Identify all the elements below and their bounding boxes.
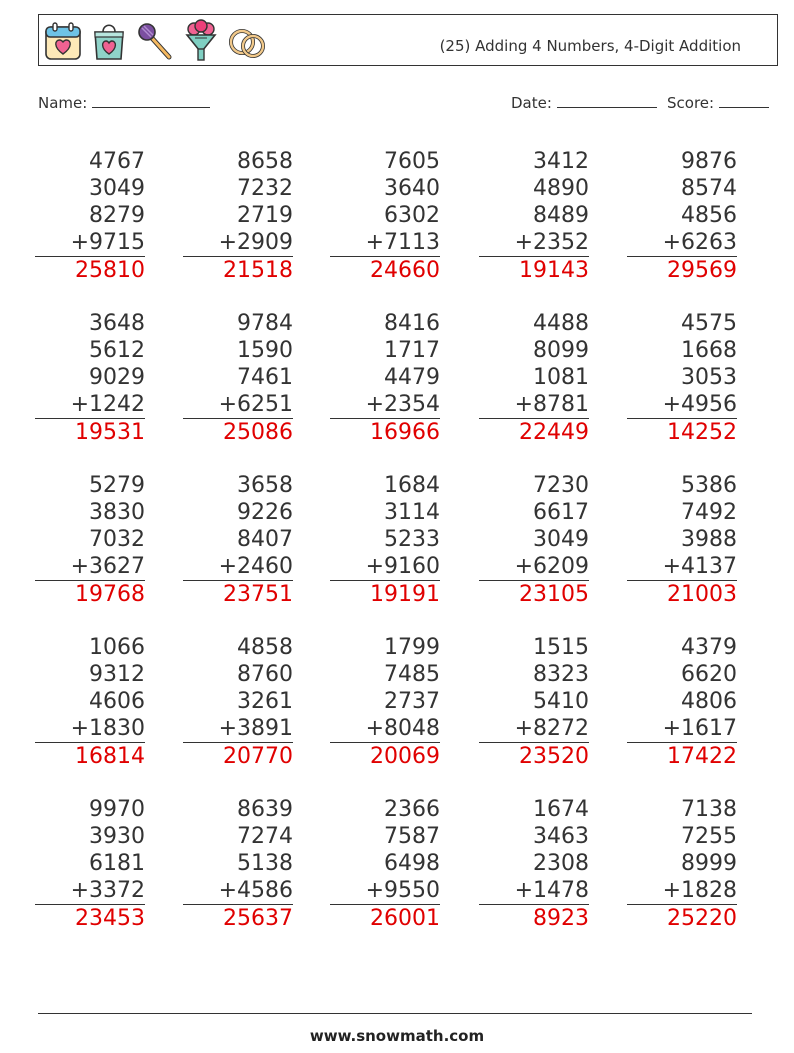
score-label: Score: [667,94,715,112]
last-addend: +1478 [479,877,589,905]
last-addend: +8781 [479,391,589,419]
addend: 1066 [89,635,145,660]
score-blank[interactable] [719,93,769,108]
addend: 9970 [89,797,145,822]
addend: 4890 [533,176,589,201]
addend: 5612 [89,338,145,363]
addend: 3114 [384,500,440,525]
addition-problem [35,148,145,284]
last-addend: +6209 [479,553,589,581]
last-addend: +6251 [183,391,293,419]
addend: 6620 [681,662,737,687]
addend: 8323 [533,662,589,687]
last-addend: +6263 [627,229,737,257]
addend: 3049 [533,527,589,552]
addend: 5279 [89,473,145,498]
addition-problem [479,148,589,284]
addend: 8099 [533,338,589,363]
addend: 3640 [384,176,440,201]
addend: 5233 [384,527,440,552]
addend: 7492 [681,500,737,525]
addend: 5410 [533,689,589,714]
date-blank[interactable] [557,93,657,108]
addend: 7230 [533,473,589,498]
answer: 24660 [370,258,440,283]
answer: 23520 [519,744,589,769]
answer: 23751 [223,582,293,607]
addition-problem [35,310,145,446]
addend: 4379 [681,635,737,660]
answer: 21518 [223,258,293,283]
addend: 1590 [237,338,293,363]
addition-problem [330,634,440,770]
addend: 9784 [237,311,293,336]
answer: 17422 [667,744,737,769]
addend: 3049 [89,176,145,201]
answer: 26001 [370,906,440,931]
addition-problem [183,634,293,770]
addend: 8999 [681,851,737,876]
addend: 4606 [89,689,145,714]
date-field [511,93,657,112]
answer: 25086 [223,420,293,445]
addend: 4856 [681,203,737,228]
addend: 1668 [681,338,737,363]
worksheet-header [38,14,778,66]
addend: 1515 [533,635,589,660]
calendar-heart-icon [43,19,83,63]
addend: 6181 [89,851,145,876]
addend: 1081 [533,365,589,390]
addition-problem [35,472,145,608]
addend: 4479 [384,365,440,390]
addend: 3658 [237,473,293,498]
addend: 2366 [384,797,440,822]
addend: 4767 [89,149,145,174]
addition-problem [479,634,589,770]
addition-problem [330,472,440,608]
addend: 8658 [237,149,293,174]
addend: 7255 [681,824,737,849]
addition-problem [330,148,440,284]
last-addend: +4137 [627,553,737,581]
addend: 4858 [237,635,293,660]
name-field [38,93,210,112]
addend: 2737 [384,689,440,714]
last-addend: +1828 [627,877,737,905]
addend: 7232 [237,176,293,201]
last-addend: +8272 [479,715,589,743]
addend: 3412 [533,149,589,174]
addend: 8279 [89,203,145,228]
worksheet-title: (25) Adding 4 Numbers, 4-Digit Addition [439,37,741,55]
answer: 25637 [223,906,293,931]
addend: 8407 [237,527,293,552]
addend: 4488 [533,311,589,336]
addend: 9029 [89,365,145,390]
addend: 9876 [681,149,737,174]
last-addend: +9160 [330,553,440,581]
addend: 4806 [681,689,737,714]
footer-site: www.snowmath.com [309,1027,485,1045]
answer: 22449 [519,420,589,445]
addend: 6617 [533,500,589,525]
addend: 7461 [237,365,293,390]
last-addend: +2460 [183,553,293,581]
addend: 1799 [384,635,440,660]
addend: 8639 [237,797,293,822]
addend: 6498 [384,851,440,876]
header-icons [43,19,267,63]
addition-problem [627,310,737,446]
addend: 6302 [384,203,440,228]
wedding-rings-icon [227,19,267,63]
last-addend: +4586 [183,877,293,905]
addend: 8416 [384,311,440,336]
addend: 9312 [89,662,145,687]
name-blank[interactable] [92,93,210,108]
answer: 29569 [667,258,737,283]
last-addend: +9715 [35,229,145,257]
addend: 7138 [681,797,737,822]
addend: 7587 [384,824,440,849]
last-addend: +8048 [330,715,440,743]
last-addend: +1617 [627,715,737,743]
addition-problem [183,310,293,446]
footer-divider [38,1013,752,1014]
addend: 7485 [384,662,440,687]
answer: 16966 [370,420,440,445]
addition-problem [183,148,293,284]
answer: 25220 [667,906,737,931]
microphone-icon [135,19,175,63]
answer: 8923 [533,906,589,931]
answer: 14252 [667,420,737,445]
addend: 5138 [237,851,293,876]
addend: 1684 [384,473,440,498]
addend: 8489 [533,203,589,228]
addition-problem [479,472,589,608]
answer: 19531 [75,420,145,445]
answer: 23453 [75,906,145,931]
addend: 4575 [681,311,737,336]
addend: 3053 [681,365,737,390]
name-label: Name: [38,94,88,112]
addition-problem [35,796,145,932]
date-label: Date: [511,94,552,112]
addend: 3261 [237,689,293,714]
answer: 19191 [370,582,440,607]
gift-bag-heart-icon [89,19,129,63]
answer: 25810 [75,258,145,283]
addition-problem [330,796,440,932]
last-addend: +3372 [35,877,145,905]
addition-problem [627,634,737,770]
addition-problem [627,472,737,608]
addend: 3988 [681,527,737,552]
answer: 16814 [75,744,145,769]
addend: 7605 [384,149,440,174]
addend: 7274 [237,824,293,849]
last-addend: +2352 [479,229,589,257]
last-addend: +1242 [35,391,145,419]
answer: 21003 [667,582,737,607]
addend: 5386 [681,473,737,498]
addition-problem [330,310,440,446]
addend: 2719 [237,203,293,228]
last-addend: +4956 [627,391,737,419]
answer: 20770 [223,744,293,769]
addition-problem [183,796,293,932]
answer: 19768 [75,582,145,607]
addend: 3463 [533,824,589,849]
addition-problem [35,634,145,770]
addition-problem [627,148,737,284]
last-addend: +1830 [35,715,145,743]
last-addend: +9550 [330,877,440,905]
last-addend: +7113 [330,229,440,257]
addend: 1674 [533,797,589,822]
addend: 3830 [89,500,145,525]
addend: 9226 [237,500,293,525]
addend: 3930 [89,824,145,849]
last-addend: +2354 [330,391,440,419]
flower-bouquet-icon [181,19,221,63]
last-addend: +3891 [183,715,293,743]
score-field [667,93,769,112]
last-addend: +2909 [183,229,293,257]
addend: 2308 [533,851,589,876]
addend: 8760 [237,662,293,687]
addition-problem [183,472,293,608]
addition-problem [479,796,589,932]
addend: 1717 [384,338,440,363]
last-addend: +3627 [35,553,145,581]
addend: 3648 [89,311,145,336]
answer: 23105 [519,582,589,607]
addition-problem [627,796,737,932]
answer: 20069 [370,744,440,769]
answer: 19143 [519,258,589,283]
addend: 7032 [89,527,145,552]
addend: 8574 [681,176,737,201]
addition-problem [479,310,589,446]
